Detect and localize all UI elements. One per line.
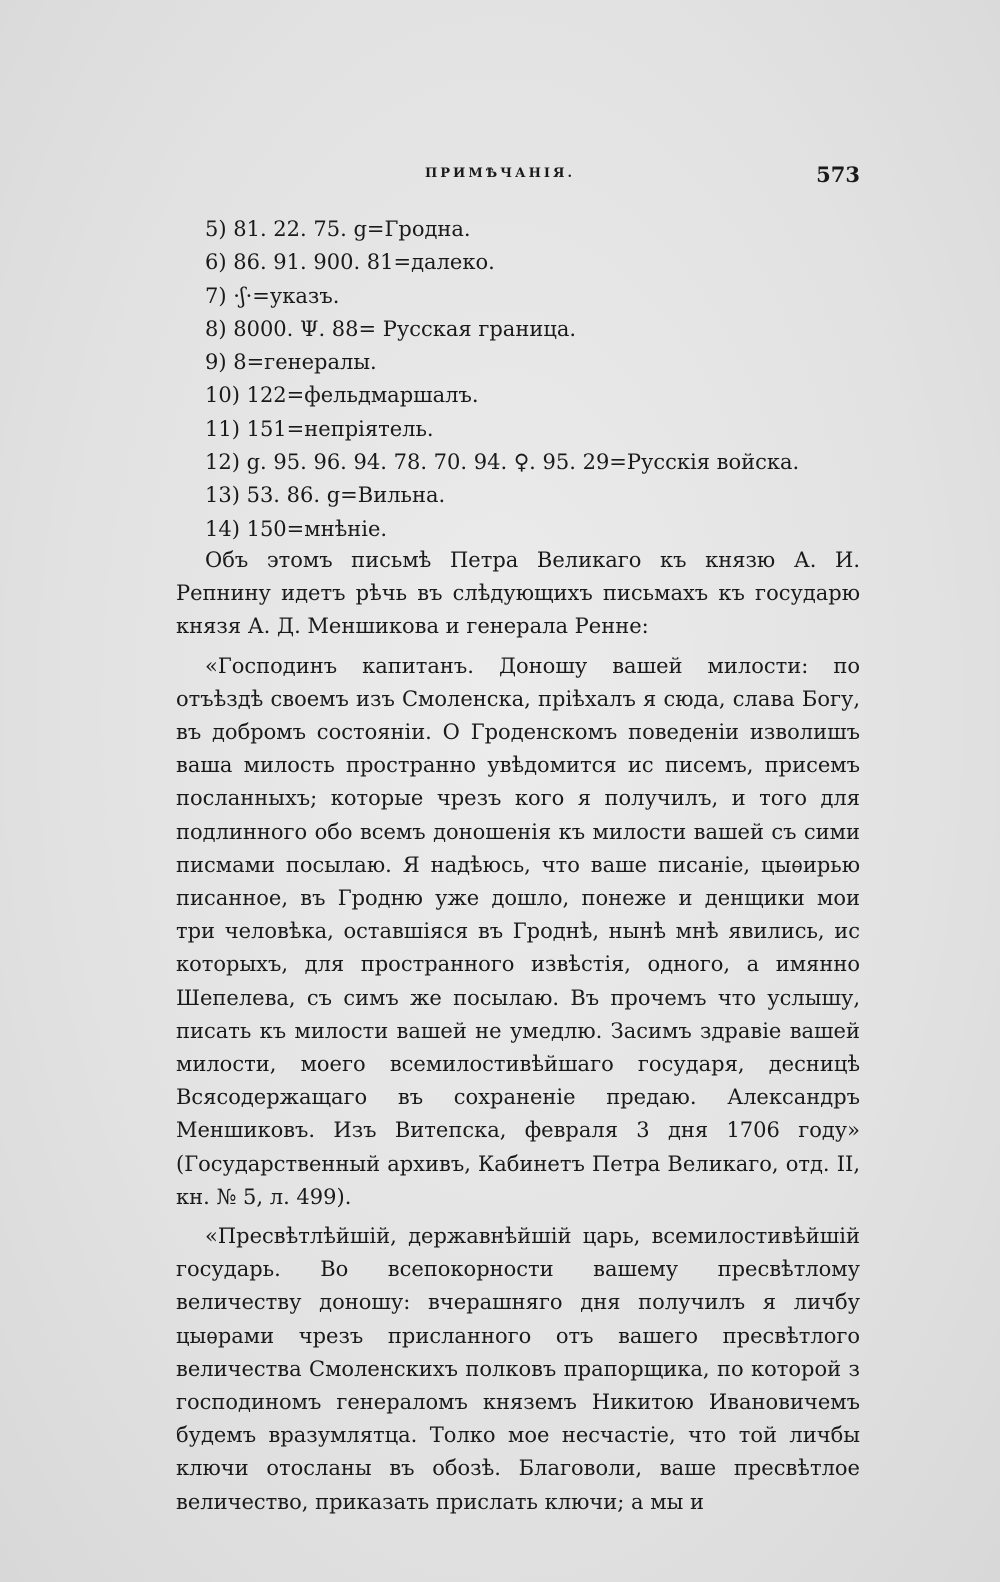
cipher-entry: 9) 8=генералы. xyxy=(205,350,377,375)
cipher-entry: 8) 8000. Ψ. 88= Русская граница. xyxy=(205,316,577,341)
cipher-entry: 7) ·ʃ·=указъ. xyxy=(205,283,340,308)
cipher-entry: 5) 81. 22. 75. g=Гродна. xyxy=(205,217,471,241)
cipher-entry: 13) 53. 86. g=Вильна. xyxy=(205,483,446,508)
cipher-key-list xyxy=(205,213,799,546)
running-title: ПРИМѢЧАНІЯ. xyxy=(425,166,575,181)
cipher-entry: 6) 86. 91. 900. 81=далеко. xyxy=(205,250,495,275)
renne-letter-paragraph: «Пресвѣтлѣйшій, державнѣйшій царь, всемилостивѣйшій государь. Во всепокорности вашему пресвѣтлому величеству доношу: вчерашняго дня получилъ я личбу цыѳрами чрезъ присланного отъ вашего пресвѣтлого величества Смоленскихъ полковъ прапорщика, по которой з господиномъ генераломъ княземъ Никитою Ивановичемъ будемъ вразумлятца. Толко мое несчастіе, что той личбы ключи отосланы въ обозѣ. Благоволи, ваше пресвѣтлое величество, приказать прислать ключи; а мы и xyxy=(176,1224,860,1514)
running-header xyxy=(175,162,860,192)
intro-paragraph: Объ этомъ письмѣ Петра Великаго къ князю А. И. Репнину идетъ рѣчь въ слѣдующихъ письмахъ къ государю князя А. Д. Меншикова и генерала Ренне: xyxy=(176,548,860,639)
menshikov-letter-paragraph: «Господинъ капитанъ. Доношу вашей милости: по отъѣздѣ своемъ изъ Смоленска, пріѣхалъ я сюда, слава Богу, въ добромъ состояніи. О Гроденскомъ поведеніи изволишъ ваша милость пространно увѣдомится ис писемъ, присемъ посланныхъ; которые чрезъ кого я получилъ, и того для подлинного обо всемъ доношенія къ милости вашей съ сими писмами посылаю. Я надѣюсь, что ваше писаніе, цыѳирью писанное, въ Гродню уже дошло, понеже и денщики мои три человѣка, оставшіяся въ Гроднѣ, нынѣ мнѣ явились, ис которыхъ, для пространного извѣстія, одного, а имянно Шепелева, съ симъ же посылаю. Въ прочемъ что услышу, писать къ милости вашей не умедлю. Засимъ здравіе вашей милости, моего всемилостивѣйшаго государя, десницѣ Всясодержащаго въ сохраненіе предаю. Александръ Меншиковъ. Изъ Витепска, февраля 3 дня 1706 году» (Государственный архивъ, Кабинетъ Петра Великаго, отд. II, кн. № 5, л. 499). xyxy=(176,653,860,1209)
cipher-entry: 10) 122=фельдмаршалъ. xyxy=(205,383,479,408)
cipher-entry: 12) g. 95. 96. 94. 78. 70. 94. ♀. 95. 29=Русскія войска. xyxy=(205,450,800,475)
page-number: 573 xyxy=(816,162,860,187)
body-text xyxy=(176,544,860,1525)
cipher-entry: 11) 151=непріятель. xyxy=(205,416,434,441)
cipher-entry: 14) 150=мнѣніе. xyxy=(205,516,388,541)
